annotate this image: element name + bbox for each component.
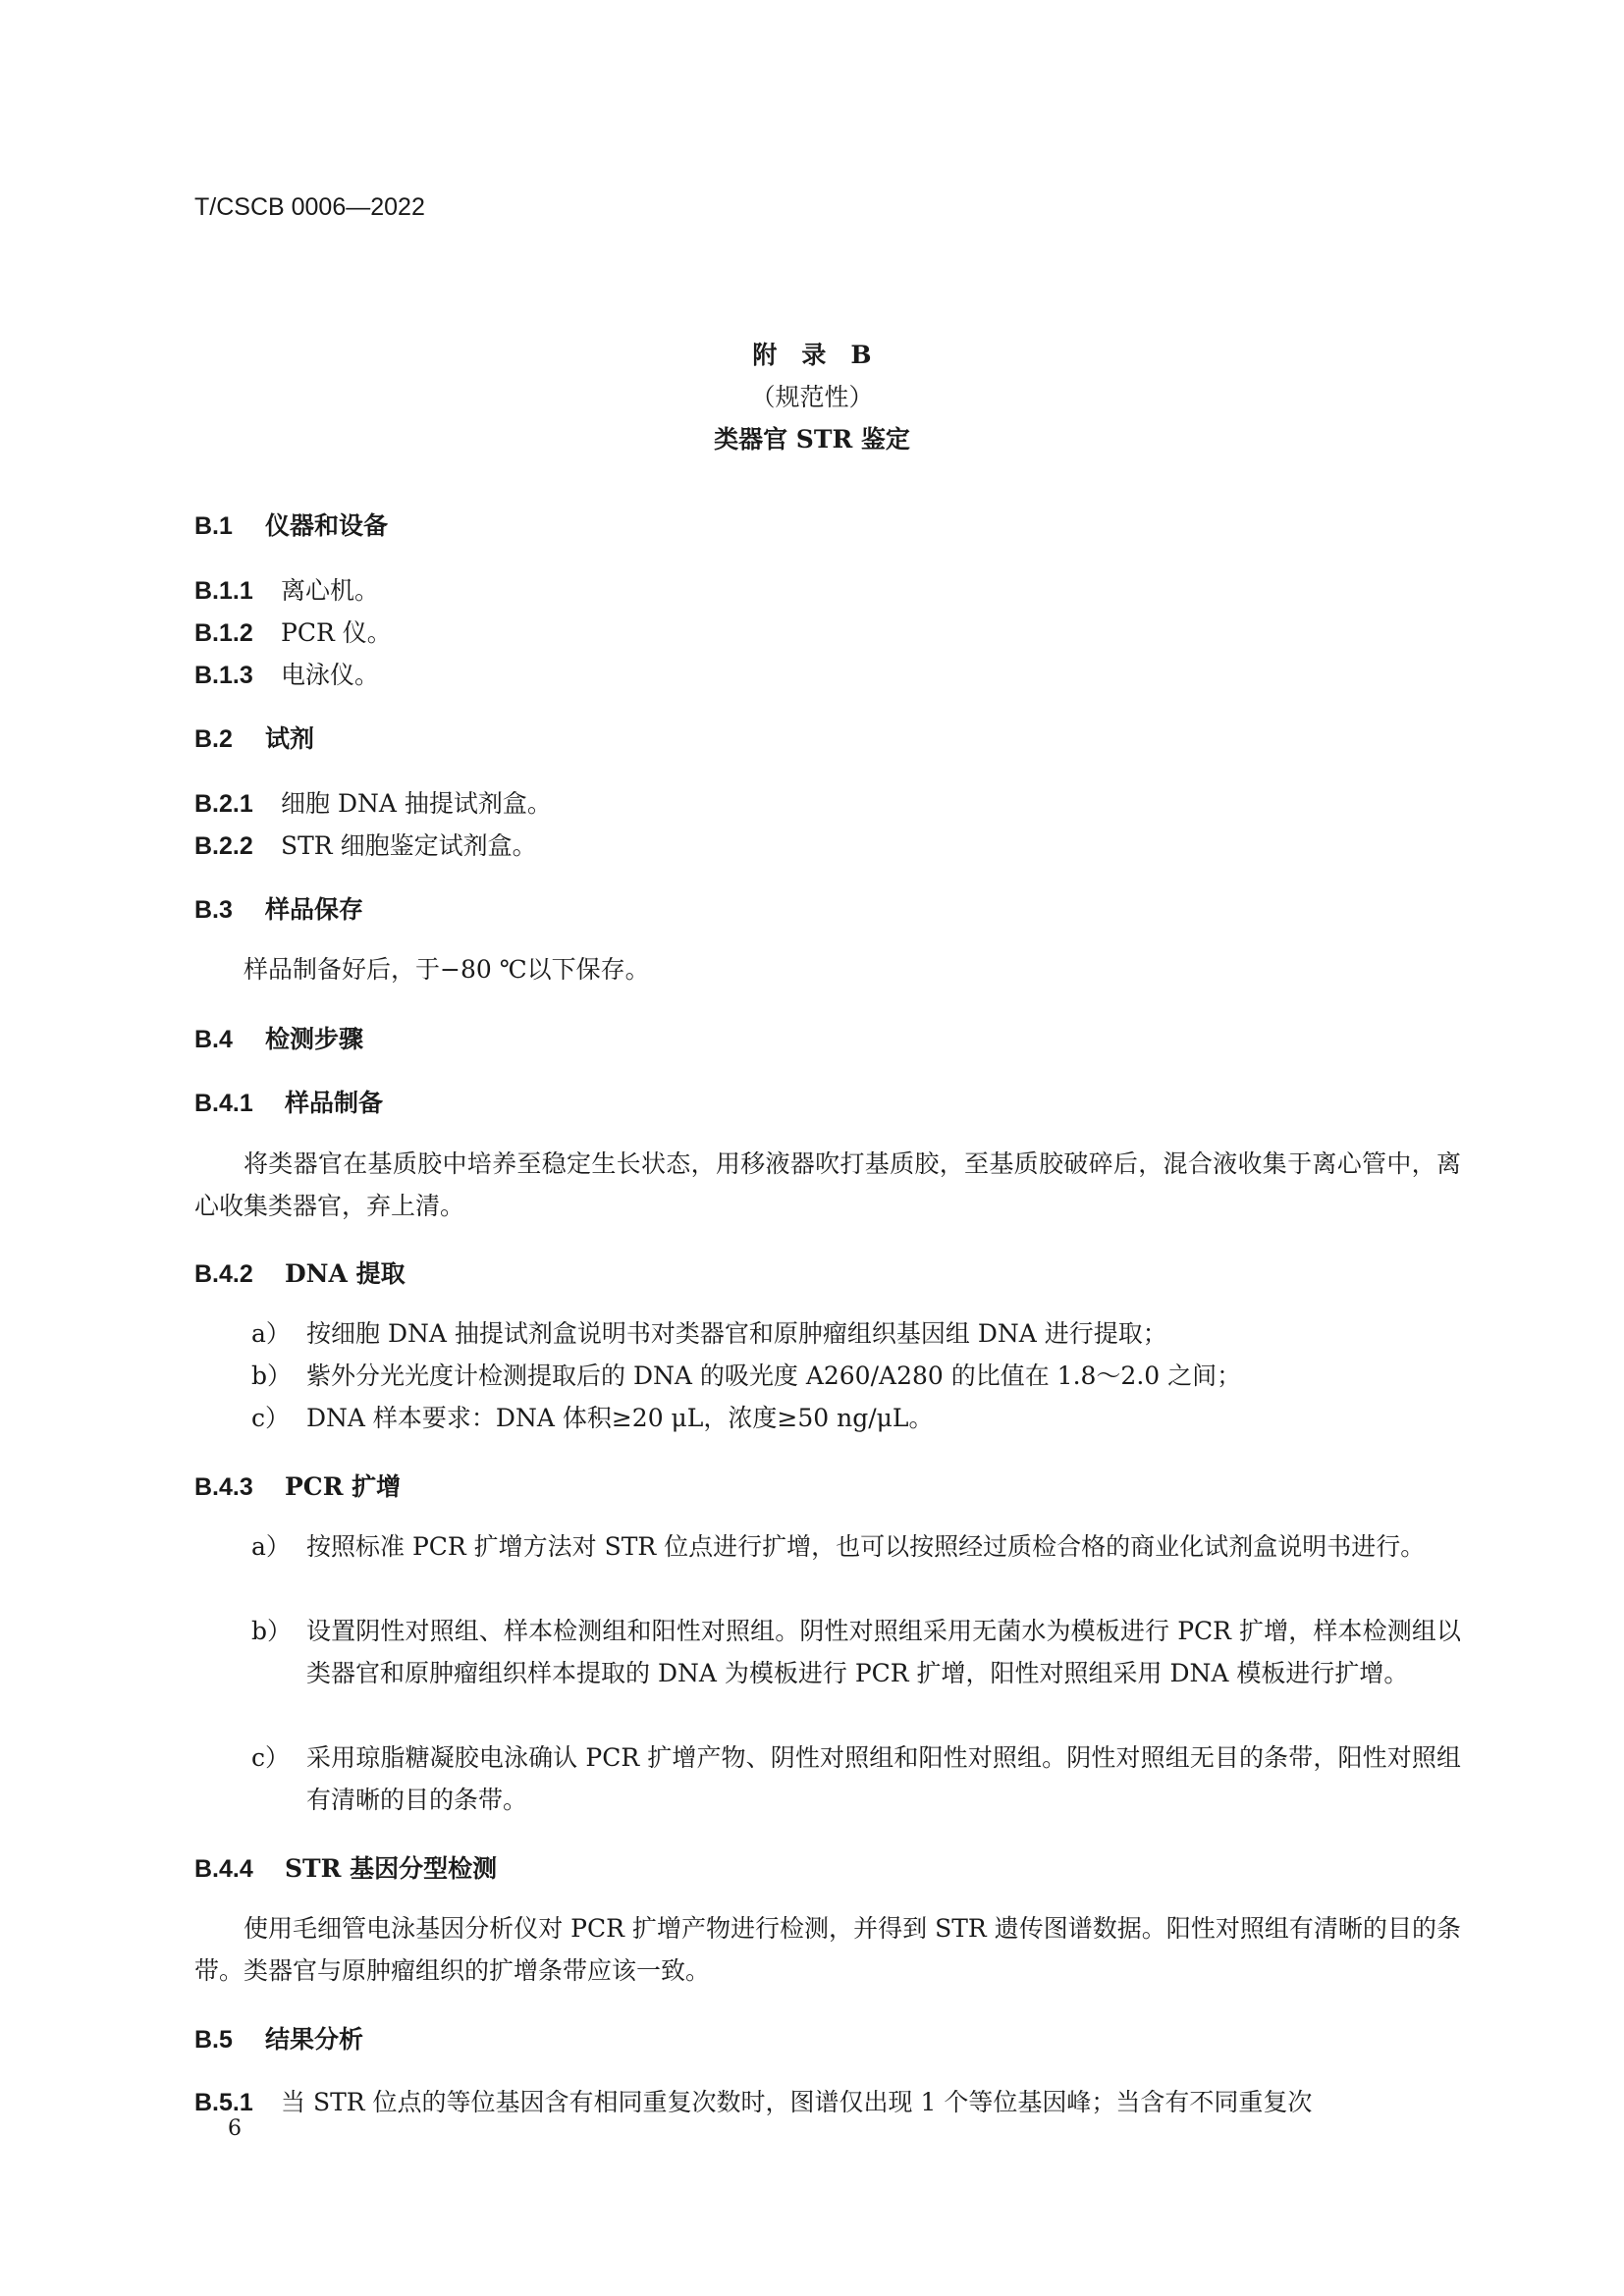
section-b3-heading [194,890,363,926]
section-title: 仪器和设备 [265,511,389,540]
section-number: B.5 [194,2026,233,2054]
clause-b1-1 [194,571,379,607]
list-item-text: 紫外分光光度计检测提取后的 DNA 的吸光度 A260/A280 的比值在 1.8～2.0 之间； [306,1362,1242,1390]
list-item [251,1736,1461,1821]
clause-text: 当 STR 位点的等位基因含有相同重复次数时，图谱仅出现 1 个等位基因峰；当含有不同重复次 [281,2088,1313,2116]
list-item [251,1312,1461,1355]
list-item-text: 设置阴性对照组、样本检测组和阳性对照组。阴性对照组采用无菌水为模板进行 PCR 扩增，样本检测组以类器官和原肿瘤组织样本提取的 DNA 为模板进行 PCR 扩增，阳性对照组采用 DNA 模板进行扩增。 [306,1617,1461,1687]
section-b1-heading [194,507,388,542]
clause-number: B.5.1 [194,2089,253,2116]
clause-text: STR 细胞鉴定试剂盒。 [281,831,537,860]
list-item-label: b） [251,1362,293,1390]
list-item [251,1525,1461,1568]
paragraph-b4-1: 将类器官在基质胶中培养至稳定生长状态，用移液器吹打基质胶，至基质胶破碎后，混合液收集于离心管中，离心收集类器官，弃上清。 [194,1149,1461,1220]
section-number: B.4 [194,1026,233,1053]
clause-text: 细胞 DNA 抽提试剂盒。 [281,789,552,818]
clause-text: 电泳仪。 [281,661,380,689]
clause-number: B.2.2 [194,832,253,860]
clause-number: B.2.1 [194,790,253,818]
section-title: 检测步骤 [265,1025,364,1053]
section-title: 样品保存 [265,895,364,924]
clause-b1-2 [194,614,392,649]
section-b2-heading [194,720,314,755]
page-number: 6 [228,2116,242,2141]
clause-number: B.1.3 [194,662,253,689]
list-item [251,1355,1461,1397]
list-item-label: c） [251,1743,291,1772]
subsection-b4-4-heading [194,1849,497,1885]
section-number: B.4.4 [194,1855,253,1883]
clause-number: B.1.1 [194,577,253,605]
subsection-b4-3-heading [194,1468,401,1503]
clause-b1-3 [194,656,379,691]
clause-text: PCR 仪。 [281,618,392,647]
appendix-title: 类器官 STR 鉴定 [714,425,910,454]
section-title: 结果分析 [265,2025,364,2054]
section-title: STR 基因分型检测 [285,1854,498,1883]
section-b5-heading [194,2020,363,2056]
section-b4-heading [194,1020,363,1055]
section-number: B.1 [194,512,233,540]
list-item [251,1610,1461,1694]
subsection-b4-2-heading [194,1255,406,1290]
clause-b5-1 [194,2083,1312,2118]
subsection-b4-1-heading [194,1084,383,1119]
list-item-label: c） [251,1404,291,1432]
section-title: DNA 提取 [285,1259,406,1288]
section-number: B.4.2 [194,1260,253,1288]
section-number: B.3 [194,896,233,924]
section-title: 试剂 [265,724,315,753]
section-title: PCR 扩增 [285,1472,402,1501]
paragraph-b3: 样品制备好后，于−80 ℃以下保存。 [244,955,650,984]
section-title: 样品制备 [285,1089,384,1117]
list-item-text: 按细胞 DNA 抽提试剂盒说明书对类器官和原肿瘤组织基因组 DNA 进行提取； [306,1319,1167,1348]
clause-number: B.1.2 [194,619,253,647]
standard-code: T/CSCB 0006—2022 [194,193,425,221]
list-item-text: 采用琼脂糖凝胶电泳确认 PCR 扩增产物、阴性对照组和阳性对照组。阴性对照组无目的条带，阳性对照组有清晰的目的条带。 [306,1743,1461,1814]
appendix-label: 附 录 B [752,341,872,369]
list-item [251,1397,1461,1439]
clause-b2-2 [194,827,537,862]
list-item-text: DNA 样本要求：DNA 体积≥20 μL，浓度≥50 ng/μL。 [306,1404,934,1432]
clause-text: 离心机。 [281,576,380,605]
clause-b2-1 [194,784,552,820]
section-number: B.4.3 [194,1473,253,1501]
list-item-label: a） [251,1319,291,1348]
section-number: B.2 [194,725,233,753]
section-number: B.4.1 [194,1090,253,1117]
appendix-nature: （规范性） [750,383,874,411]
list-item-text: 按照标准 PCR 扩增方法对 STR 位点进行扩增，也可以按照经过质检合格的商业化试剂盒说明书进行。 [306,1532,1426,1561]
list-item-label: b） [251,1617,293,1645]
list-item-label: a） [251,1532,291,1561]
paragraph-b4-4: 使用毛细管电泳基因分析仪对 PCR 扩增产物进行检测，并得到 STR 遗传图谱数据。阳性对照组有清晰的目的条带。类器官与原肿瘤组织的扩增条带应该一致。 [194,1914,1461,1985]
